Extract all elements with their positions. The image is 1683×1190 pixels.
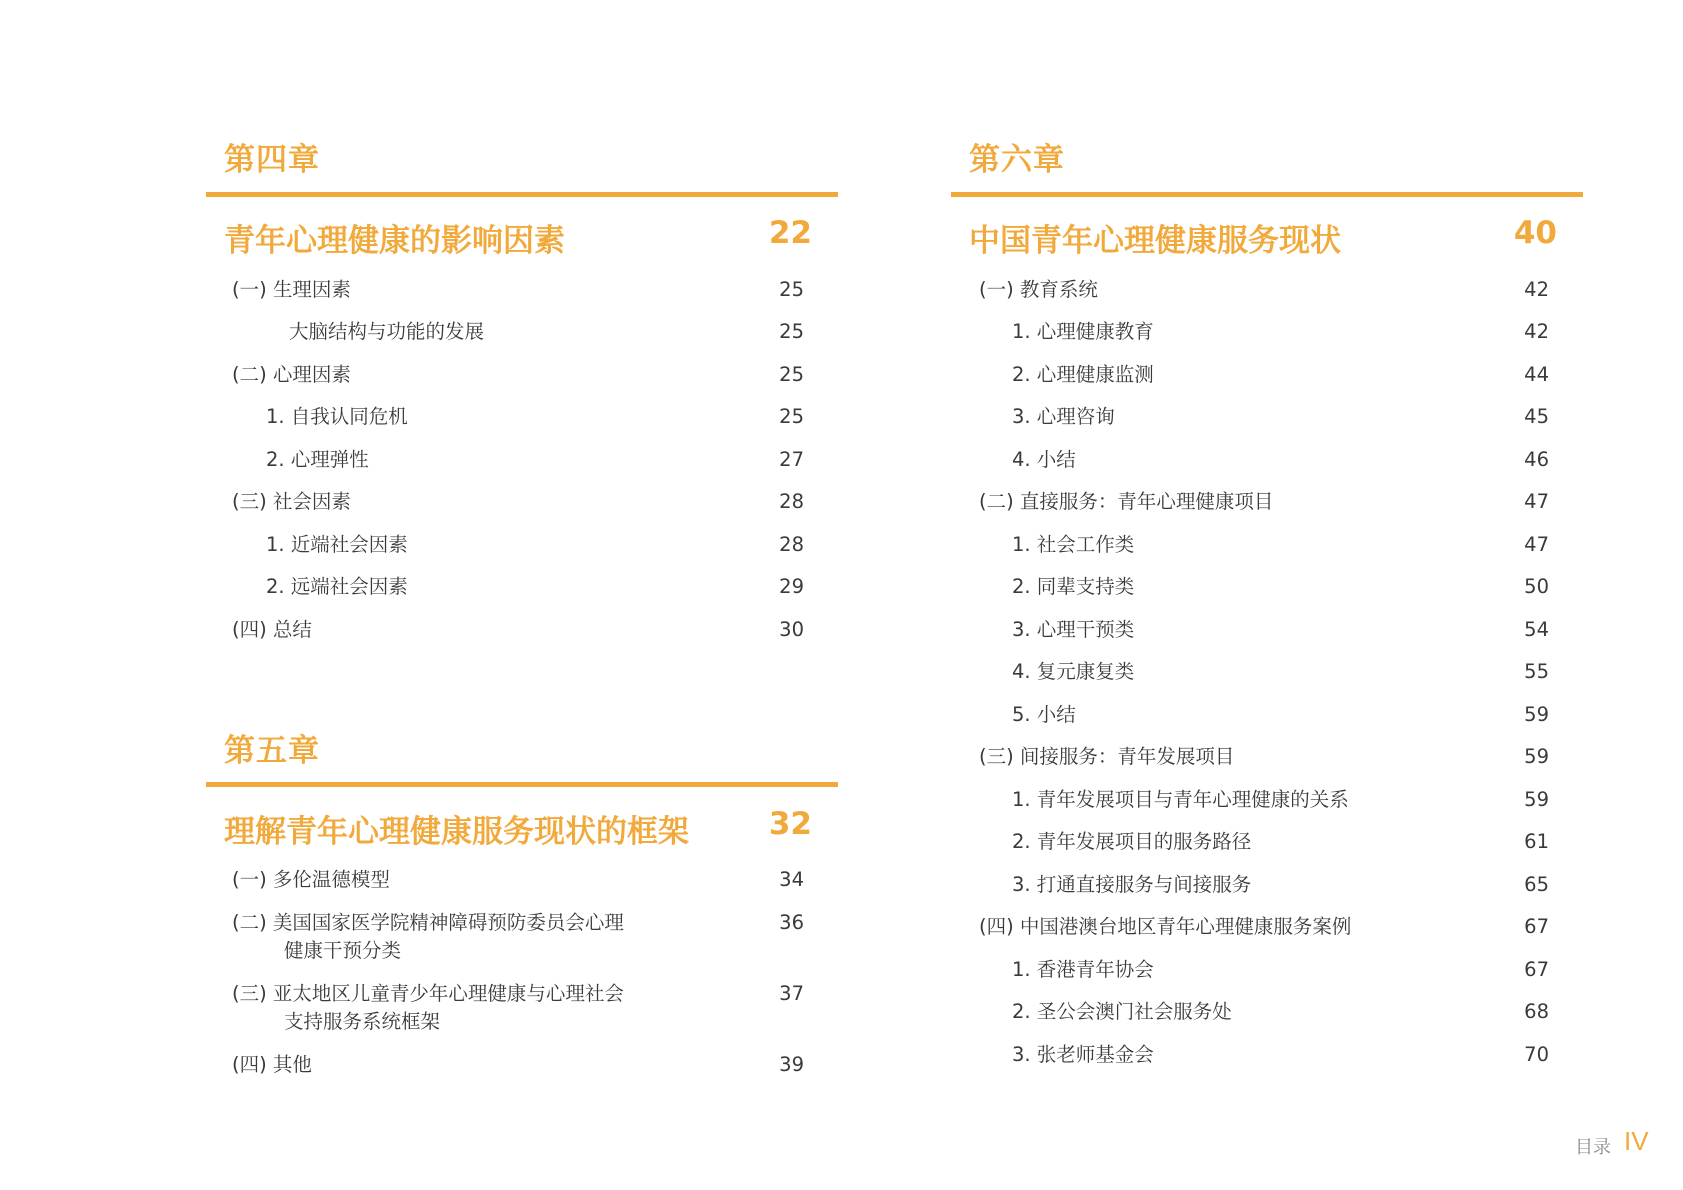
toc-item-page: 46	[1524, 448, 1549, 471]
chapter-5-page[interactable]: 32	[768, 806, 812, 842]
toc-item-text: 3. 心理咨询	[1012, 405, 1115, 428]
toc-item-text: 4. 复元康复类	[1012, 660, 1135, 683]
toc-item-page: 27	[779, 448, 804, 471]
toc-item-text: 2. 青年发展项目的服务路径	[1012, 830, 1252, 853]
toc-item-page: 42	[1524, 278, 1549, 301]
chapter-6-title[interactable]: 中国青年心理健康服务现状	[969, 223, 1341, 259]
toc-item-text: 2. 远端社会因素	[266, 575, 408, 598]
toc-item-text: (一) 教育系统	[979, 278, 1098, 301]
chapter-5-rule	[206, 782, 838, 787]
toc-item-page: 25	[779, 320, 804, 343]
toc-item-page: 55	[1524, 660, 1549, 683]
toc-item-text: 3. 心理干预类	[1012, 618, 1135, 641]
toc-item-page: 45	[1524, 405, 1549, 428]
toc-item-page: 47	[1524, 490, 1549, 513]
toc-item-text: 5. 小结	[1012, 703, 1076, 726]
chapter-4-rule	[206, 192, 838, 197]
toc-item-text: 1. 近端社会因素	[266, 533, 408, 556]
toc-item-page: 34	[779, 868, 804, 891]
toc-item-page: 30	[779, 618, 804, 641]
chapter-6-label: 第六章	[969, 142, 1065, 178]
toc-item-page: 59	[1524, 703, 1549, 726]
footer-page-number: IV	[1624, 1126, 1649, 1156]
toc-item-text: 2. 心理健康监测	[1012, 363, 1154, 386]
toc-item-text: (四) 中国港澳台地区青年心理健康服务案例	[979, 915, 1352, 938]
toc-item-page: 59	[1524, 745, 1549, 768]
toc-item-page: 67	[1524, 915, 1549, 938]
toc-item-text: (三) 间接服务：青年发展项目	[979, 745, 1235, 768]
toc-item-text: (二) 美国国家医学院精神障碍预防委员会心理	[232, 911, 624, 934]
toc-item-text: (二) 心理因素	[232, 363, 351, 386]
toc-item-page: 50	[1524, 575, 1549, 598]
toc-item-text: 4. 小结	[1012, 448, 1076, 471]
chapter-6-page[interactable]: 40	[1513, 215, 1557, 251]
toc-item-text: (一) 多伦温德模型	[232, 868, 390, 891]
toc-item-text: 1. 青年发展项目与青年心理健康的关系	[1012, 788, 1349, 811]
toc-item[interactable]	[206, 909, 838, 969]
toc-item-page: 29	[779, 575, 804, 598]
chapter-4-page[interactable]: 22	[768, 215, 812, 251]
chapter-5-title[interactable]: 理解青年心理健康服务现状的框架	[224, 814, 689, 850]
toc-item-text: (一) 生理因素	[232, 278, 351, 301]
toc-item-page: 28	[779, 533, 804, 556]
toc-item-page: 70	[1524, 1043, 1549, 1066]
toc-item-text: 1. 香港青年协会	[1012, 958, 1154, 981]
toc-item[interactable]	[206, 980, 838, 1040]
toc-item-text: (二) 直接服务：青年心理健康项目	[979, 490, 1274, 513]
toc-item-page: 61	[1524, 830, 1549, 853]
toc-item-page: 44	[1524, 363, 1549, 386]
toc-item-page: 59	[1524, 788, 1549, 811]
toc-item-page: 68	[1524, 1000, 1549, 1023]
toc-item-page: 28	[779, 490, 804, 513]
toc-item-page: 36	[779, 911, 804, 934]
toc-item-text: 1. 心理健康教育	[1012, 320, 1154, 343]
toc-item-text: 2. 心理弹性	[266, 448, 369, 471]
toc-item-text: (三) 社会因素	[232, 490, 351, 513]
toc-item-text: (四) 总结	[232, 618, 312, 641]
toc-item-page: 42	[1524, 320, 1549, 343]
toc-item-text: 大脑结构与功能的发展	[289, 320, 485, 343]
toc-item-text: 3. 打通直接服务与间接服务	[1012, 873, 1252, 896]
toc-item-page: 65	[1524, 873, 1549, 896]
chapter-5-label: 第五章	[224, 733, 320, 769]
toc-item-text: (三) 亚太地区儿童青少年心理健康与心理社会	[232, 982, 624, 1005]
toc-item-page: 37	[779, 982, 804, 1005]
toc-item-text-continued: 支持服务系统框架	[284, 1010, 441, 1033]
toc-item-page: 47	[1524, 533, 1549, 556]
toc-item-page: 25	[779, 278, 804, 301]
chapter-4-title[interactable]: 青年心理健康的影响因素	[224, 223, 565, 259]
chapter-6-rule	[951, 192, 1583, 197]
toc-item-text: 2. 同辈支持类	[1012, 575, 1135, 598]
footer-section-label: 目录	[1575, 1137, 1611, 1158]
chapter-4-label: 第四章	[224, 142, 320, 178]
toc-item-text-continued: 健康干预分类	[284, 939, 402, 962]
toc-item-page: 25	[779, 405, 804, 428]
toc-item-text: 3. 张老师基金会	[1012, 1043, 1154, 1066]
toc-item-page: 39	[779, 1053, 804, 1076]
toc-item-page: 67	[1524, 958, 1549, 981]
toc-item-text: 2. 圣公会澳门社会服务处	[1012, 1000, 1232, 1023]
toc-item-page: 25	[779, 363, 804, 386]
toc-item-page: 54	[1524, 618, 1549, 641]
toc-item-text: (四) 其他	[232, 1053, 312, 1076]
toc-item-text: 1. 自我认同危机	[266, 405, 408, 428]
toc-item-text: 1. 社会工作类	[1012, 533, 1135, 556]
